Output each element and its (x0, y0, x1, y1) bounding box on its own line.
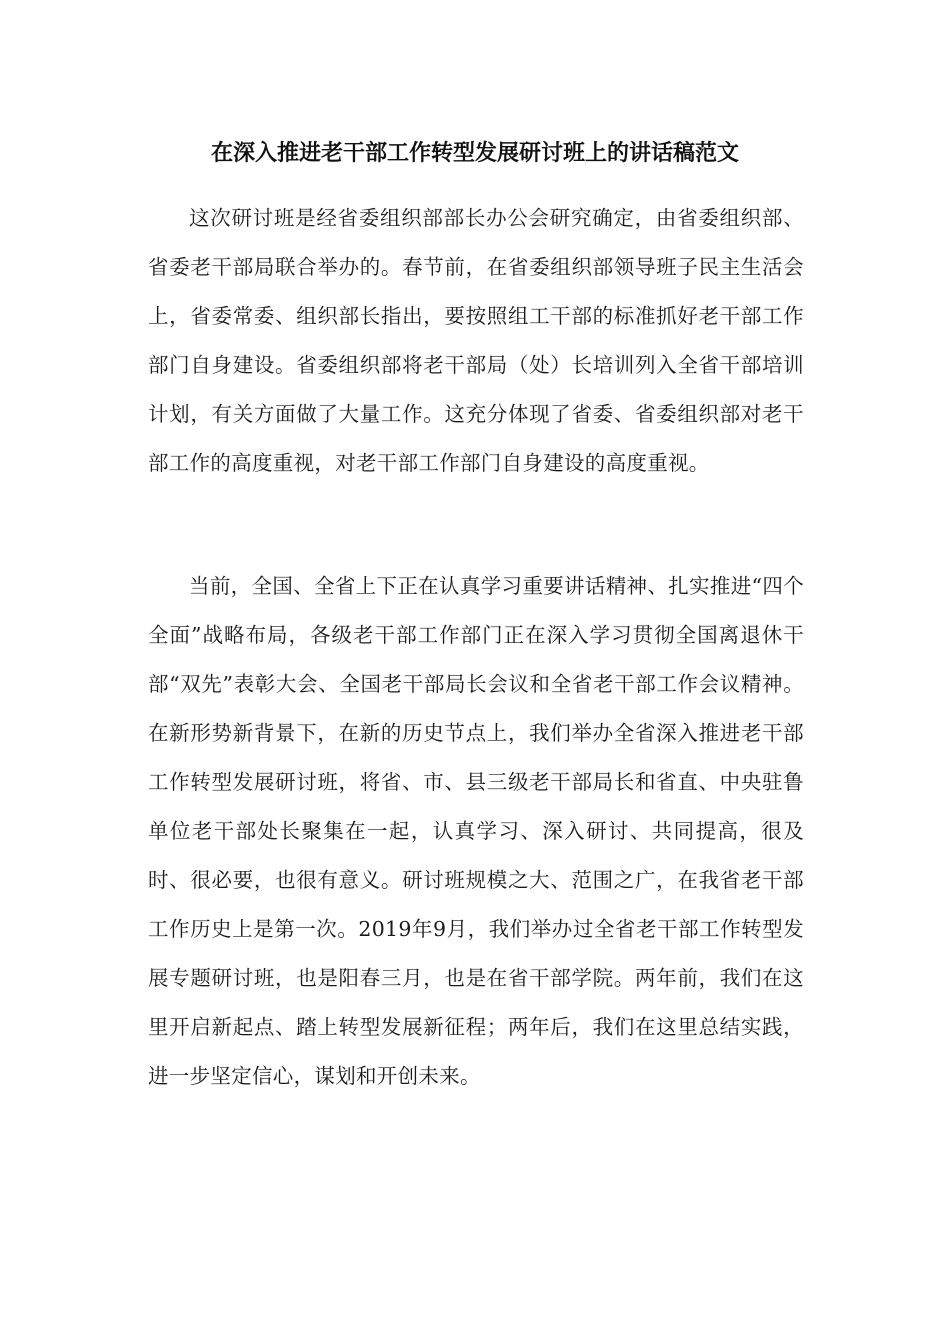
paragraph-2: 当前，全国、全省上下正在认真学习重要讲话精神、扎实推进“四个全面”战略布局，各级老干部工作部门正在深入学习贯彻全国离退休干部“双先”表彰大会、全国老干部局长会议和全省老干部工作会议精神。在新形势新背景下，在新的历史节点上，我们举办全省深入推进老干部工作转型发展研讨班，将省、市、县三级老干部局长和省直、中央驻鲁单位老干部处长聚集在一起，认真学习、深入研讨、共同提高，很及时、很必要，也很有意义。研讨班规模之大、范围之广，在我省老干部工作历史上是第一次。2019年9月，我们举办过全省老干部工作转型发展专题研讨班，也是阳春三月，也是在省干部学院。两年前，我们在这里开启新起点、踏上转型发展新征程；两年后，我们在这里总结实践，进一步坚定信心，谋划和开创未来。 (148, 574, 804, 1088)
document-title: 在深入推进老干部工作转型发展研讨班上的讲话稿范文 (210, 141, 739, 166)
paragraph-1: 这次研讨班是经省委组织部部长办公会研究确定，由省委组织部、省委老干部局联合举办的。春节前，在省委组织部领导班子民主生活会上，省委常委、组织部长指出，要按照组工干部的标准抓好老干部工作部门自身建设。省委组织部将老干部局（处）长培训列入全省干部培训计划，有关方面做了大量工作。这充分体现了省委、省委组织部对老干部工作的高度重视，对老干部工作部门自身建设的高度重视。 (148, 206, 804, 475)
